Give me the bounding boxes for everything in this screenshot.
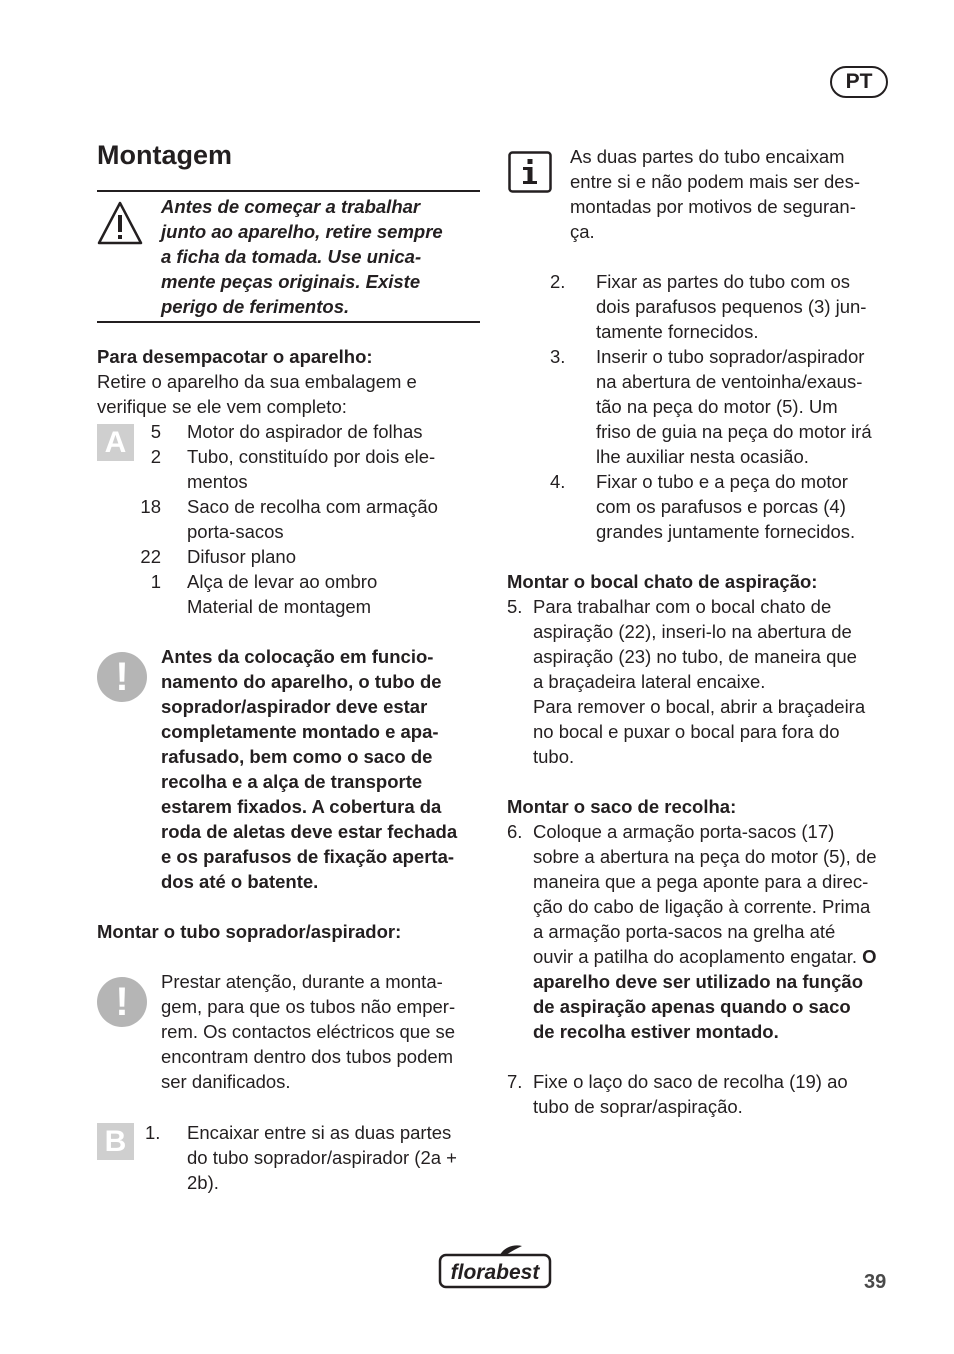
step-1: 1. Encaixar entre si as duas partes do tubo soprador/aspirador (2a + 2b). [145,1122,457,1193]
list-item: 2 Tubo, constituído por dois ele- mentos [150,446,436,492]
notice-before-use: Antes da colocação em funcio- namento do aparelho, o tubo de soprador/aspirador deve estar completamente montado e apa- rafusado, bem como o saco de recolha e a alça de transporte estarem fixados. A cobertura da roda de aletas deve estar fechada e os parafusos de fixação aperta- dos até o batente. [161,646,458,892]
divider-bottom [97,321,480,323]
unpack-section [97,344,482,419]
svg-text:florabest: florabest [450,1261,540,1284]
section-title: Montagem [97,140,232,170]
nozzle-step: 5. Para trabalhar com o bocal chato de aspiração (22), inseri-lo na abertura de aspiração (23) no tubo, de maneira que a braçadeira lateral encaixe. Para remover o bocal, abrir a braçadeira no bocal e puxar o bocal para fora do tubo. [507,596,866,767]
unpack-intro-line: verifique se ele vem completo: [97,396,347,417]
unpack-intro-line: Retire o aparelho da sua embalagem e [97,371,417,392]
info-text: As duas partes do tubo encaixam entre si e não podem mais ser des- montadas por motivos de seguran- ça. [570,146,860,242]
steps-list [550,269,890,544]
figure-label-a: A [97,424,134,461]
list-item: 3. Inserir o tubo soprador/aspirador na abertura de ventoinha/exaus- tão na peça do motor (5). Um friso de guia na peça do motor irá lhe auxiliar nesta ocasião. [550,346,872,467]
list-item: 18 Saco de recolha com armação porta-sacos [140,496,438,542]
tube-heading: Montar o tubo soprador/aspirador: [97,921,402,942]
bag-heading: Montar o saco de recolha: [507,796,737,817]
warning-text: Antes de começar a trabalhar junto ao aparelho, retire sempre a ficha da tomada. Use unica- mente peças originais. Existe perigo de ferimentos. [161,196,443,317]
unpack-heading: Para desempacotar o aparelho: [97,346,373,367]
parts-list [97,419,482,619]
language-badge: PT [830,66,888,98]
exclamation-icon: ! [97,977,147,1027]
info-icon [508,151,552,193]
figure-label-b: B [97,1123,134,1160]
list-item: 4. Fixar o tubo e a peça do motor com os parafusos e porcas (4) grandes juntamente fornecidos. [550,471,856,542]
warning-triangle-icon [97,200,143,246]
exclamation-icon: ! [97,652,147,702]
bag-step-6: 6. Coloque a armação porta-sacos (17) sobre a abertura na peça do motor (5), de maneira que a pega aponte para a direc- ção do cabo de ligação à corrente. Prima a armação porta-sacos na grelha até ouvir a patilha do acoplamento engatar. O aparelho deve ser utilizado na função de aspiração apenas quando o saco de recolha estiver montado. [507,821,877,1042]
list-item: 2. Fixar as partes do tubo com os dois parafusos pequenos (3) jun- tamente fornecidos. [550,271,867,342]
list-item: 5 Motor do aspirador de folhas [150,421,423,442]
list-item: 1 Alça de levar ao ombro Material de montagem [150,571,378,617]
florabest-logo [438,1243,552,1289]
divider-top [97,190,480,192]
page-number: 39 [864,1271,887,1293]
tube-notice: Prestar atenção, durante a monta- gem, para que os tubos não emper- rem. Os contactos eléctricos que se encontram dentro dos tubos podem ser danificados. [161,971,456,1092]
list-item: 22 Difusor plano [140,546,297,567]
bag-step-7: 7. Fixe o laço do saco de recolha (19) ao tubo de soprar/aspiração. [507,1071,848,1117]
nozzle-heading: Montar o bocal chato de aspiração: [507,571,818,592]
